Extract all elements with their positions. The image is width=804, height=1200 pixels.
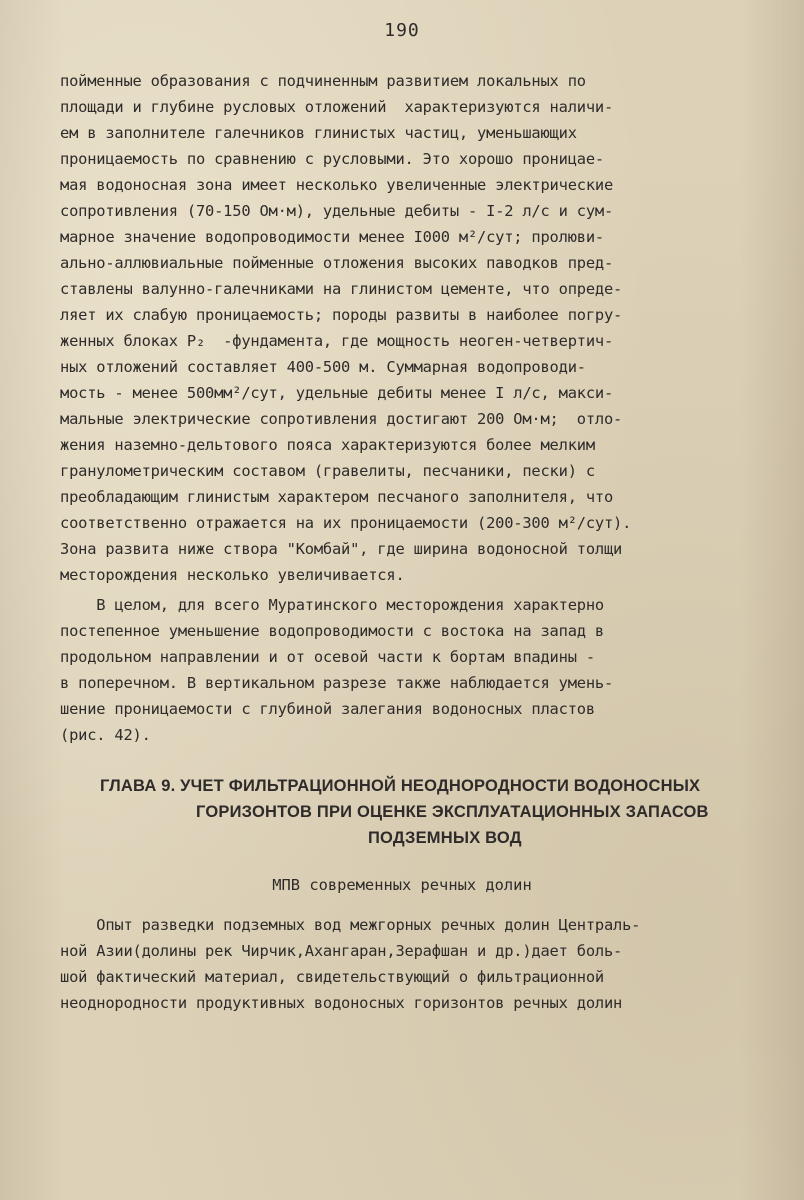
paragraph-3-line: шой фактический материал, свидетельствующий о фильтрационной (60, 968, 604, 986)
paragraph-1-line: Зона развита ниже створа "Комбай", где ширина водоносной толщи (60, 540, 623, 558)
page-number: 190 (384, 20, 420, 41)
paragraph-1-line: марное значение водопроводимости менее I000 м²/сут; пролюви- (60, 228, 604, 246)
paragraph-1-line: соответственно отражается на их проницаемости (200-300 м²/сут). (60, 514, 632, 532)
paragraph-3-line: неоднородности продуктивных водоносных горизонтов речных долин (60, 994, 623, 1012)
chapter-heading-line-3: ПОДЗЕМНЫХ ВОД (368, 829, 522, 847)
paragraph-1-line: ставлены валунно-галечниками на глинистом цементе, что опреде- (60, 280, 623, 298)
paragraph-2-line: В целом, для всего Муратинского месторождения характерно (60, 596, 604, 614)
paragraph-1-line: ально-аллювиальные пойменные отложения высоких паводков пред- (60, 254, 614, 272)
paragraph-1-line: ем в заполнителе галечников глинистых частиц, уменьшающих (60, 124, 577, 142)
paragraph-2-line: (рис. 42). (60, 726, 151, 744)
paragraph-2-line: постепенное уменьшение водопроводимости с востока на запад в (60, 622, 604, 640)
paragraph-2-line: в поперечном. В вертикальном разрезе также наблюдается умень- (60, 674, 614, 692)
paragraph-1-line: жения наземно-дельтового пояса характеризуются более мелким (60, 436, 595, 454)
paragraph-1-line: проницаемость по сравнению с русловыми. Это хорошо проницае- (60, 150, 604, 168)
paragraph-1-line: преобладающим глинистым характером песчаного заполнителя, что (60, 488, 614, 506)
chapter-heading-line-1: ГЛАВА 9. УЧЕТ ФИЛЬТРАЦИОННОЙ НЕОДНОРОДНОСТИ ВОДОНОСНЫХ (100, 777, 701, 795)
section-title: МПВ современных речных долин (272, 876, 532, 894)
paragraph-1-line: пойменные образования с подчиненным развитием локальных по (60, 72, 586, 90)
paragraph-2-line: шение проницаемости с глубиной залегания водоносных пластов (60, 700, 595, 718)
paragraph-1-line: мая водоносная зона имеет несколько увеличенные электрические (60, 176, 614, 194)
paragraph-1-line: гранулометрическим составом (гравелиты, песчаники, пески) с (60, 462, 595, 480)
paragraph-2-line: продольном направлении и от осевой части к бортам впадины - (60, 648, 595, 666)
paragraph-1-line: мость - менее 500мм²/сут, удельные дебиты менее I л/с, макси- (60, 384, 614, 402)
paragraph-1-line: мальные электрические сопротивления достигают 200 Ом·м; отло- (60, 410, 623, 428)
paragraph-1-line: сопротивления (70-150 Ом·м), удельные дебиты - I-2 л/с и сум- (60, 202, 614, 220)
paragraph-1-line: женных блоках P₂ -фундамента, где мощность неоген-четвертич- (60, 332, 614, 350)
paragraph-3-line: Опыт разведки подземных вод межгорных речных долин Централь- (60, 916, 641, 934)
paragraph-3-line: ной Азии(долины рек Чирчик,Ахангаран,Зерафшан и др.)дает боль- (60, 942, 623, 960)
paragraph-1-line: месторождения несколько увеличивается. (60, 566, 405, 584)
chapter-heading-line-2: ГОРИЗОНТОВ ПРИ ОЦЕНКЕ ЭКСПЛУАТАЦИОННЫХ ЗАПАСОВ (196, 803, 709, 821)
paragraph-1-line: ных отложений составляет 400-500 м. Суммарная водопроводи- (60, 358, 586, 376)
paragraph-1-line: площади и глубине русловых отложений характеризуются наличи- (60, 98, 614, 116)
paragraph-1-line: ляет их слабую проницаемость; породы развиты в наиболее погру- (60, 306, 623, 324)
